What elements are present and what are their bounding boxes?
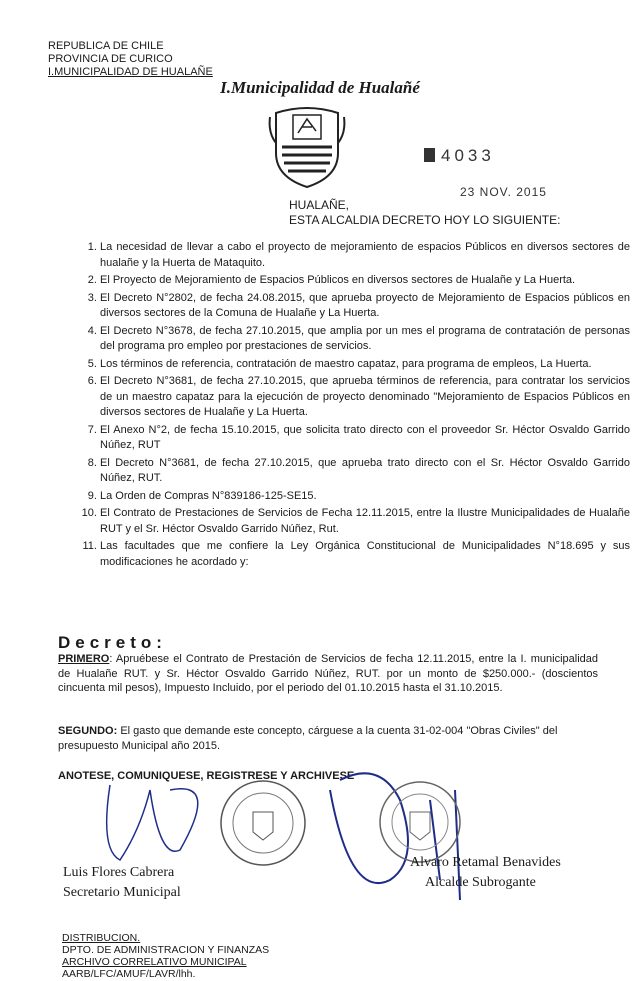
signer2-name: Alvaro Retamal Benavides <box>410 855 561 870</box>
distribution-line: ARCHIVO CORRELATIVO MUNICIPAL <box>62 956 247 968</box>
stamp-secretario-icon <box>221 781 305 865</box>
list-item: 7. El Anexo N°2, de fecha 15.10.2015, que solicita trato directo con el proveedor Sr. Héctor Osvaldo Garrido Núñez, RUT <box>100 423 630 454</box>
list-item: 2. El Proyecto de Mejoramiento de Espacios Públicos en diversos sectores de Hualañe y La Huerta. <box>100 273 630 289</box>
list-item: 8. El Decreto N°3681, de fecha 27.10.2015, que aprueba trato directo con el Sr. Héctor Osvaldo Garrido Núñez, RUT. <box>100 456 630 487</box>
letterhead-title: I.Municipalidad de Hualañé <box>220 78 420 97</box>
segundo-text: El gasto que demande este concepto, cárguese a la cuenta 31-02-004 "Obras Civiles" del presupuesto Municipal año 2015. <box>58 725 558 752</box>
closing-formula: ANOTESE, COMUNIQUESE, REGISTRESE Y ARCHIVESE <box>58 770 355 782</box>
signer1-name: Luis Flores Cabrera <box>63 865 175 880</box>
distribution-line: AARB/LFC/AMUF/LAVR/lhh. <box>62 968 196 980</box>
signer1-role: Secretario Municipal <box>63 885 181 900</box>
list-item: 9. La Orden de Compras N°839186-125-SE15. <box>100 489 630 505</box>
distribution-block <box>62 932 269 980</box>
distribution-line: DPTO. DE ADMINISTRACION Y FINANZAS <box>62 944 270 956</box>
primero-text: : Apruébese el Contrato de Prestación de Servicios de fecha 12.11.2015, entre la I. municipalidad de Hualañe RUT. y Sr. Héctor Osvaldo Garrido Núñez, RUT. por un monto de $250.000.- (doscientos cincuenta mil pesos), Impuesto Incluido, por el periodo del 01.10.2015 hasta el 31.10.2015. <box>58 653 598 694</box>
primero-label: PRIMERO <box>58 653 110 665</box>
list-item: 5. Los términos de referencia, contratación de maestro capataz, para programa de empleos, La Huerta. <box>100 357 630 373</box>
list-item: 6. El Decreto N°3681, de fecha 27.10.2015, que aprueba términos de referencia, para contratar los servicios de un maestro capataz para la ejecución de proyecto denominado "Mejoramiento de Espacios Públicos en diversos sectores de Hualañe y La Huerta. <box>100 374 630 421</box>
segundo-label: SEGUNDO: <box>58 725 118 737</box>
list-item: 10. El Contrato de Prestaciones de Servicios de Fecha 12.11.2015, entre la Ilustre Municipalidades de Hualañe RUT y el Sr. Héctor Osvaldo Garrido Núñez, Rut. <box>100 506 630 537</box>
list-item: 1. La necesidad de llevar a cabo el proyecto de mejoramiento de espacios Públicos en diversos sectores de hualañe y la Huerta de Mataquito. <box>100 240 630 271</box>
place-heading: HUALAÑE, ESTA ALCALDIA DECRETO HOY LO SIGUIENTE: <box>289 198 561 227</box>
list-item: 4. El Decreto N°3678, de fecha 27.10.2015, que amplia por un mes el programa de contratación de personas del programa pro empleo por prestaciones de servicios. <box>100 324 630 355</box>
header-province: PROVINCIA DE CURICO <box>48 53 173 65</box>
decree-number: 4033 <box>424 146 495 166</box>
decreto-heading: Decreto: <box>58 633 167 652</box>
signature-1-icon <box>107 785 198 860</box>
signer-secretario <box>63 863 181 903</box>
list-item: 11. Las facultades que me confiere la Ley Orgánica Constitucional de Municipalidades N°18.695 y sus modificaciones he acordado y: <box>100 539 630 570</box>
list-item: 3. El Decreto N°2802, de fecha 24.08.2015, que aprueba proyecto de Mejoramiento de Espacios públicos en diversos sectores de la Comuna de Hualañe y La Huerta. <box>100 291 630 322</box>
signer2-role: Alcalde Subrogante <box>425 875 536 890</box>
signer-alcalde <box>410 853 561 893</box>
decree-date-stamp: 23 NOV. 2015 <box>460 185 547 199</box>
header-municipality: I.MUNICIPALIDAD DE HUALAÑE <box>48 66 213 78</box>
distribution-heading: DISTRIBUCION. <box>62 932 141 944</box>
header-country: REPUBLICA DE CHILE <box>48 40 164 52</box>
